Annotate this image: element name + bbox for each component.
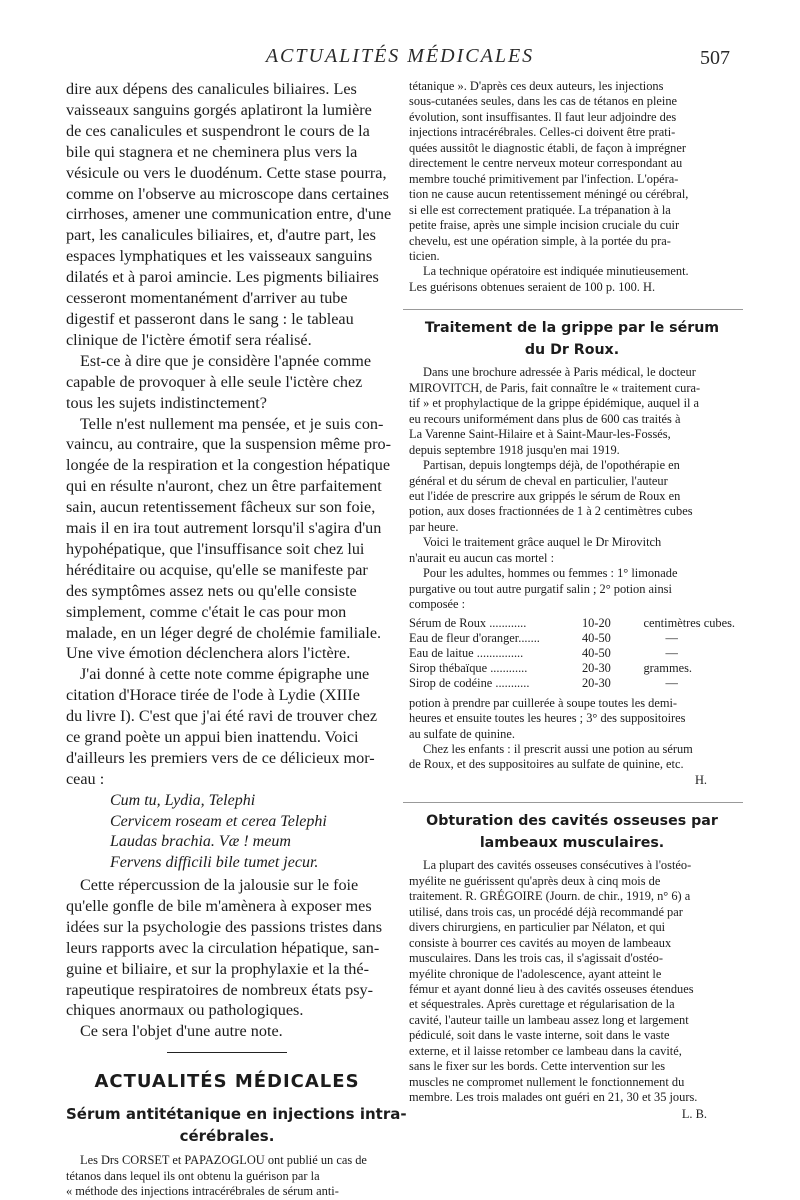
paragraph [66, 79, 392, 351]
text-line: sans le fixer sur les bords. Cette intervention sur les [409, 1059, 666, 1074]
text-line: et séquestrales. Après curettage et régularisation de la [409, 997, 675, 1012]
text-line: directement le centre nerveux moteur correspondant au [409, 156, 683, 171]
text-line: vaisseaux sanguins gorgés aplatiront la lumière [66, 100, 372, 119]
text-line: Obturation des cavités osseuses par [426, 813, 718, 830]
article-body [409, 696, 735, 742]
text-line: tétanique ». D'après ces deux auteurs, les injections [409, 79, 664, 93]
dosage-quantity: 20-30 [581, 676, 611, 691]
text-line: mais il en ira tout autrement lorsqu'il s'agira d'un [66, 519, 382, 538]
text-line: de Roux, et des suppositoires au sulfate de quinine, etc. [409, 757, 684, 772]
text-line: lambeaux musculaires. [479, 834, 665, 851]
text-line: composée : [409, 597, 466, 612]
text-line: comme on l'observe au microscope dans certaines [66, 184, 389, 203]
text-line: fémur et ayant donné lieu à des cavités osseuses étendues [409, 981, 694, 996]
dosage-name: Sirop thébaïque ............ [409, 661, 528, 676]
section-divider [167, 1052, 287, 1053]
text-line: Pour les adultes, hommes ou femmes : 1° limonade [423, 566, 678, 581]
text-line: utilisé, dans trois cas, un procédé déjà recommandé par [409, 904, 683, 919]
article-divider [403, 802, 743, 803]
text-line: cavité, l'auteur taille un lambeau assez long et largement [409, 1012, 689, 1027]
paragraph [66, 664, 388, 789]
text-line: Dans une brochure adressée à Paris médical, le docteur [423, 365, 696, 380]
dosage-quantity: 40-50 [581, 630, 611, 645]
text-line: Chez les enfants : il prescrit aussi une potion au sérum [423, 741, 693, 756]
text-line: part, les canalicules biliaires, et, d'autre part, les [66, 226, 376, 245]
text-line: cesseront momentanément d'arriver au tube [66, 289, 348, 308]
text-line: membre touché primitivement par l'infection. L'opéra- [409, 171, 679, 186]
dosage-name: Sirop de codéine ........... [409, 676, 530, 691]
article-body [409, 264, 735, 295]
dosage-name: Sérum de Roux ............ [409, 615, 527, 630]
article-body [409, 365, 735, 458]
text-line: leurs rapports avec la circulation hépatique, san- [66, 938, 380, 957]
article-body [409, 742, 735, 773]
text-line: externe, et il laisse retomber ce lambeau dans la cavité, [409, 1043, 682, 1058]
article-signature: H. [694, 772, 707, 787]
text-line: sous-cutanées seules, dans les cas de tétanos en pleine [409, 94, 678, 109]
text-line: sain, aucun retentissement fâcheux sur son foie, [66, 498, 376, 517]
text-line: cérébrales. [179, 1127, 275, 1146]
text-line: Les guérisons obtenues seraient de 100 p. 100. H. [409, 279, 656, 294]
text-line: Cette répercussion de la jalousie sur le foie [80, 876, 359, 894]
text-line: La technique opératoire est indiquée minutieusement. [423, 264, 689, 279]
left-column [66, 79, 407, 1200]
text-line: consiste à bourrer ces cavités au moyen de lambeaux [409, 935, 672, 950]
dosage-row [409, 661, 735, 676]
text-line: Fervens difficili bile tumet jecur. [110, 854, 319, 872]
text-line: membre. Les trois malades ont guéri en 21, 30 et 35 jours. [409, 1090, 698, 1105]
text-line: simplement, comme c'était le cas pour mon [66, 602, 347, 621]
text-line: guine et biliaire, et sur la prophylaxie et la thé- [66, 959, 369, 978]
text-line: d'ailleurs les premiers vers de ce délicieux mor- [66, 749, 375, 767]
text-line: qui en résulte n'auront, chez un être parfaitement [66, 477, 382, 496]
text-line: Cervicem roseam et cerea Telephi [110, 812, 327, 830]
text-line: de ces canalicules et suspendront le cours de la [66, 121, 370, 140]
dosage-name: Eau de fleur d'oranger....... [409, 630, 540, 645]
text-line: vésicule ou vers le duodénum. Cette stase pourra, [66, 163, 387, 182]
page-number: 507 [700, 47, 730, 69]
article-divider [403, 309, 743, 310]
text-line: tion ne cause aucun retentissement méningé ou cérébral, [409, 187, 689, 202]
text-line: tétanos dans lequel ils ont obtenu la guérison par la [66, 1168, 320, 1183]
text-line: ticien. [409, 248, 440, 263]
text-line: J'ai donné à cette note comme épigraphe une [80, 665, 370, 684]
text-line: chevelu, est une opération simple, à la portée du pra- [409, 233, 671, 248]
text-line: purgative ou tout autre purgatif salin ; 2° potion ainsi [409, 581, 672, 596]
text-line: La plupart des cavités osseuses consécutives à l'ostéo- [423, 858, 692, 873]
text-line: digestif et passeront dans le sang : le tableau [66, 309, 354, 328]
text-line: rapeutique respiratoires de nombreux états psy- [66, 980, 374, 999]
text-line: capable de provoquer à elle seule l'ictère chez [66, 372, 363, 391]
text-line: dilatés et à paroi amincie. Les pigments biliaires [66, 268, 379, 287]
text-line: par heure. [409, 519, 459, 534]
text-line: si elle est correctement pratiquée. La trépanation à la [409, 202, 671, 217]
text-line: MIROVITCH, de Paris, fait connaître le « traitement cura- [409, 380, 701, 395]
paragraph [66, 351, 388, 414]
text-line: Voici le traitement grâce auquel le Dr Mirovitch [423, 535, 662, 550]
text-line: Telle n'est nullement ma pensée, et je suis con- [80, 414, 384, 433]
article-body [409, 858, 735, 1105]
text-line: citation d'Horace tirée de l'ode à Lydie (XIIIe [66, 686, 360, 705]
text-line: ce grand poète un appui bien inattendu. Voici [66, 728, 359, 747]
dosage-row [409, 676, 735, 691]
text-line: du livre I). C'est que j'ai été ravi de trouver chez [66, 707, 378, 726]
paragraph [66, 875, 388, 1021]
text-line: cirrhoses, amener une communication entre, d'une [66, 205, 392, 224]
dosage-unit: centimètres cubes. [643, 615, 735, 630]
text-line: divers chirurgiens, en particulier par Nélaton, et qui [409, 920, 666, 935]
text-line: n'aurait eu aucun cas mortel : [409, 550, 555, 565]
text-line: Les Drs CORSET et PAPAZOGLOU ont publié un cas de [80, 1153, 367, 1168]
running-title: ACTUALITÉS MÉDICALES [265, 45, 535, 67]
text-line: « méthode des injections intracérébrales de sérum anti- [66, 1184, 339, 1199]
article-title [409, 318, 735, 361]
article-body [409, 566, 735, 612]
article-signature: L. B. [681, 1106, 707, 1121]
horace-verse [66, 791, 388, 874]
text-line: clinique de l'ictère émotif sera réalisé. [66, 330, 312, 349]
text-line: traitement. R. GRÉGOIRE (Journ. de chir., 1919, n° 6) a [409, 889, 691, 904]
text-line: muscles ne compromet nullement le fonctionnement du [409, 1074, 685, 1089]
text-line: ceau : [66, 769, 105, 788]
text-line: injections intracérébrales. Celles-ci doivent être prati- [409, 125, 676, 140]
text-line: potion à prendre par cuillerée à soupe toutes les demi- [409, 695, 678, 710]
text-line: au sulfate de quinine. [409, 726, 515, 741]
right-column [409, 79, 735, 1122]
text-line: Cum tu, Lydia, Telephi [110, 791, 256, 809]
text-line: tif » et prophylactique de la grippe épidémique, auquel il a [409, 396, 700, 411]
article-body [409, 458, 735, 535]
dosage-unit: grammes. [643, 661, 693, 676]
text-line: idées sur la psychologie des passions tristes dans [66, 917, 383, 936]
text-line: depuis septembre 1918 jusqu'en mai 1919. [409, 442, 620, 457]
text-line: Traitement de la grippe par le sérum [424, 320, 720, 337]
dosage-table [409, 616, 735, 692]
text-line: myélite ne guérissent qu'après deux à cinq mois de [409, 873, 661, 888]
dosage-row [409, 646, 735, 661]
paragraph [66, 414, 391, 665]
text-line: Est-ce à dire que je considère l'apnée comme [80, 351, 372, 370]
text-line: espaces lymphatiques et les vaisseaux sanguins [66, 247, 373, 266]
text-line: vaincu, au contraire, que la suspension même pro- [66, 435, 391, 454]
dosage-unit: — [665, 646, 678, 660]
text-line: tous les sujets indistinctement? [66, 393, 267, 412]
article-title [409, 811, 735, 854]
text-line: potion, aux doses fractionnées de 1 à 2 centimètres cubes [409, 504, 693, 519]
text-line: myélite chronique de l'adolescence, ayant atteint le [409, 966, 662, 981]
text-line: petite fraise, après une simple incision cruciale du cuir [409, 218, 680, 233]
text-line: dire aux dépens des canalicules biliaires. Les [66, 80, 357, 98]
text-line: héréditaire ou acquise, qu'elle se manifeste par [66, 560, 368, 579]
text-line: Partisan, depuis longtemps déjà, de l'opothérapie en [423, 458, 680, 473]
text-line: La Varenne Saint-Hilaire et à Saint-Maur-les-Fossés, [409, 427, 671, 442]
dosage-quantity: 10-20 [581, 615, 611, 630]
text-line: eut l'idée de prescrire aux grippés le sérum de Roux en [409, 488, 681, 503]
dosage-quantity: 20-30 [581, 661, 611, 676]
article-body [409, 79, 735, 264]
dosage-quantity: 40-50 [581, 646, 611, 660]
text-line: heures et ensuite toutes les heures ; 3° des suppositoires [409, 711, 686, 726]
text-line: des symptômes assez nets ou qu'elle consiste [66, 581, 357, 600]
text-line: général et du sérum de cheval en particulier, l'auteur [409, 473, 668, 488]
dosage-row [409, 616, 735, 631]
text-line: longée de la respiration et la congestion hépatique [66, 456, 391, 475]
dosage-name: Eau de laitue ............... [409, 646, 524, 660]
text-line: malade, en un léger degré de cholémie familiale. [66, 623, 382, 642]
running-head [0, 45, 800, 75]
article-body [66, 1153, 388, 1199]
text-line: hypohépatique, que l'insuffisance soit chez lui [66, 539, 365, 558]
dosage-unit: — [665, 676, 678, 691]
section-title: ACTUALITÉS MÉDICALES [94, 1071, 360, 1093]
paragraph [66, 1021, 388, 1042]
text-line: Sérum antitétanique en injections intra- [66, 1105, 407, 1124]
text-line: évolution, sont insuffisantes. Il faut leur adjoindre des [409, 109, 677, 124]
text-line: bile qui stagnera et ne cheminera plus vers la [66, 142, 358, 161]
article-title [66, 1103, 407, 1147]
text-line: quées aussitôt le diagnostic établi, de façon à imprégner [409, 140, 686, 155]
article-body [409, 535, 735, 566]
text-line: Ce sera l'objet d'une autre note. [80, 1022, 283, 1041]
text-line: pédiculé, soit dans le vaste interne, soit dans le vaste [409, 1028, 670, 1043]
text-line: eu recours uniformément dans plus de 600 cas traités à [409, 411, 681, 426]
dosage-unit: — [665, 630, 678, 645]
text-line: Une vive émotion déclenchera alors l'ictère. [66, 644, 351, 663]
text-line: du Dr Roux. [524, 341, 620, 358]
text-line: musculaires. Dans les trois cas, il s'agissait d'ostéo- [409, 951, 663, 966]
dosage-row [409, 631, 735, 646]
text-line: chiques anormaux ou pathologiques. [66, 1001, 304, 1020]
text-line: Laudas brachia. Væ ! meum [110, 833, 291, 851]
text-line: qu'elle gonfle de bile m'amènera à exposer mes [66, 896, 372, 915]
